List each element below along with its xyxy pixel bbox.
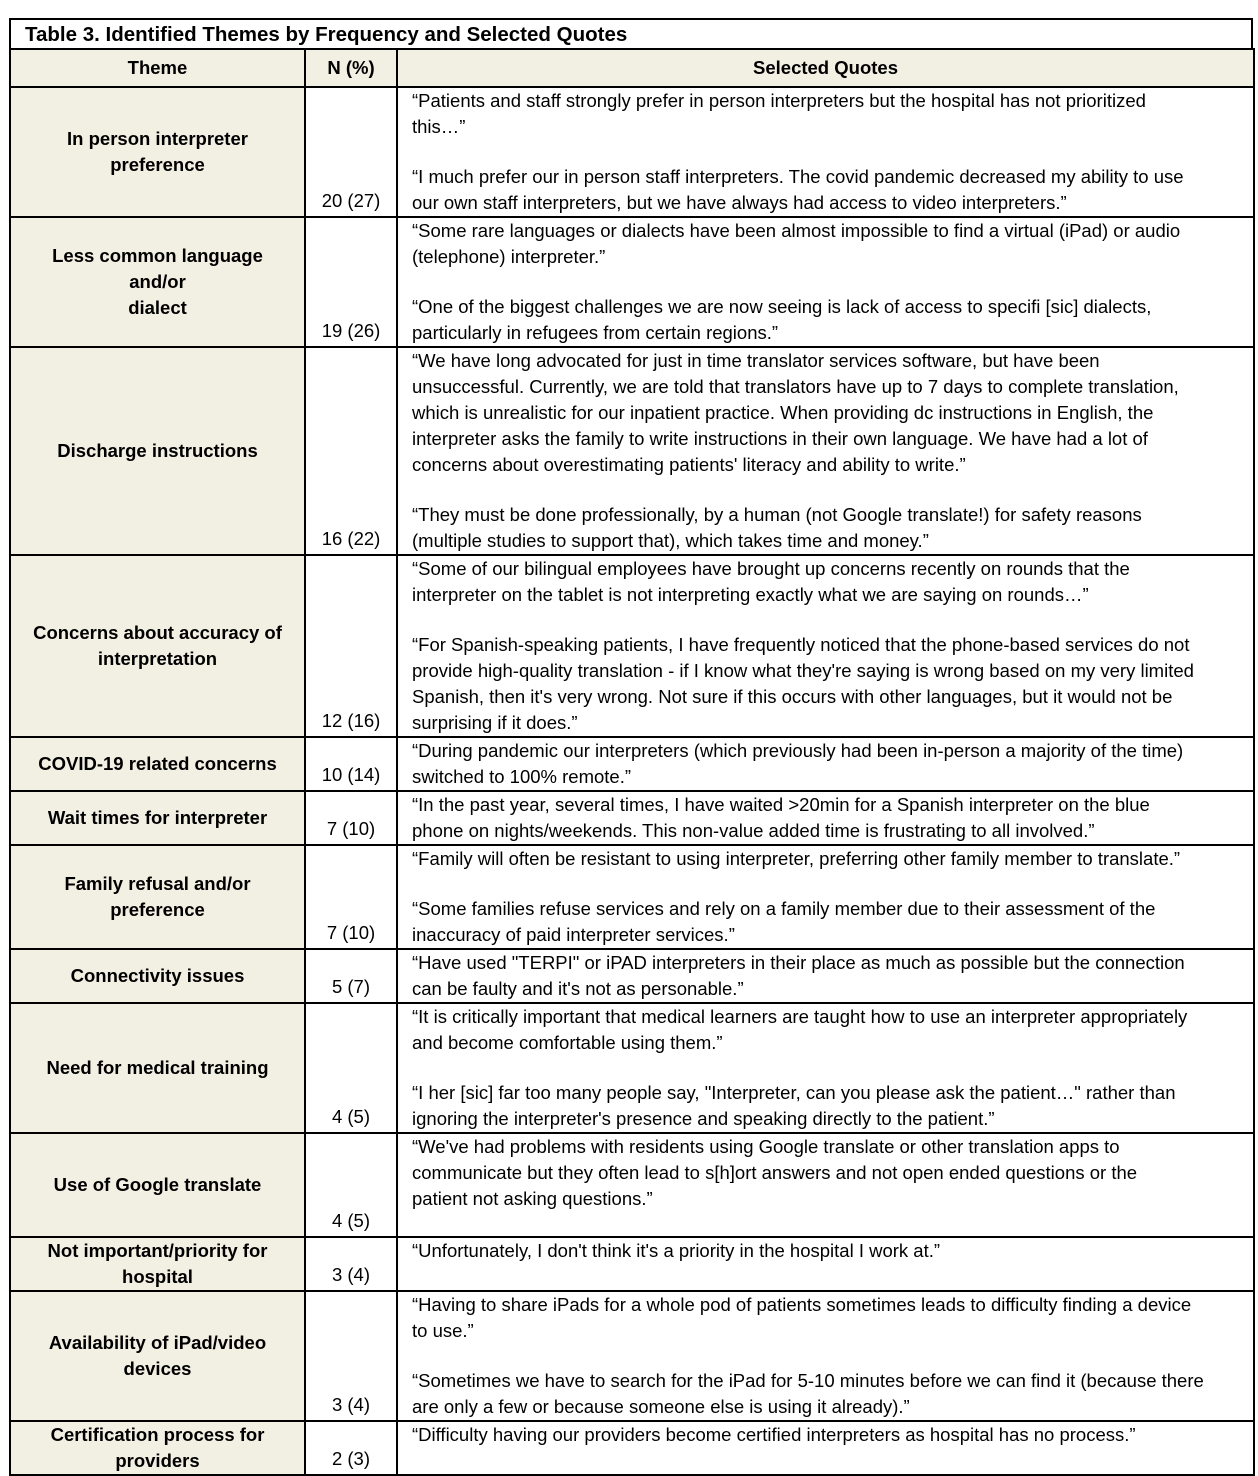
n-percent-cell: 4 (5) — [305, 1133, 397, 1237]
table-row — [10, 555, 1254, 737]
theme-cell — [10, 845, 305, 949]
quotes-cell — [397, 845, 1254, 949]
n-percent-cell: 20 (27) — [305, 87, 397, 217]
quote-line: are only a few or because someone else is using it already).” — [412, 1396, 910, 1417]
quote-line: switched to 100% remote.” — [412, 766, 632, 787]
quote-line: “Some of our bilingual employees have brought up concerns recently on rounds that the — [412, 558, 1130, 579]
theme-line: preference — [110, 154, 205, 175]
quotes-cell — [397, 347, 1254, 555]
n-percent-cell: 16 (22) — [305, 347, 397, 555]
table-row — [10, 1237, 1254, 1291]
quotes-cell — [397, 949, 1254, 1003]
header-selected-quotes: Selected Quotes — [397, 49, 1254, 87]
quote-line: “During pandemic our interpreters (which previously had been in-person a majority of the time) — [412, 740, 1184, 761]
header-n-percent: N (%) — [305, 49, 397, 87]
theme-line: COVID-19 related concerns — [38, 753, 277, 774]
theme-line: Family refusal and/or — [64, 873, 251, 894]
quotes-cell — [397, 1133, 1254, 1237]
theme-line: Not important/priority for — [47, 1240, 268, 1261]
quotes-cell — [397, 87, 1254, 217]
quote-line: “In the past year, several times, I have waited >20min for a Spanish interpreter on the blue — [412, 794, 1150, 815]
theme-line: devices — [123, 1358, 192, 1379]
quote-line: this…” — [412, 116, 466, 137]
theme-cell — [10, 949, 305, 1003]
quotes-cell — [397, 1291, 1254, 1421]
quote-line: ignoring the interpreter's presence and speaking directly to the patient.” — [412, 1108, 995, 1129]
quote-line: patient not asking questions.” — [412, 1188, 653, 1209]
quotes-cell — [397, 217, 1254, 347]
quote-line: “It is critically important that medical learners are taught how to use an interpreter appropriately — [412, 1006, 1188, 1027]
table-row — [10, 1003, 1254, 1133]
quote-line: “Having to share iPads for a whole pod of patients sometimes leads to difficulty finding a device — [412, 1294, 1192, 1315]
n-percent-cell: 12 (16) — [305, 555, 397, 737]
n-percent-cell: 7 (10) — [305, 791, 397, 845]
quote — [412, 1292, 1247, 1344]
quote-line: “Have used "TERPI" or iPAD interpreters in their place as much as possible but the connection — [412, 952, 1185, 973]
quote-line: surprising if it does.” — [412, 712, 578, 733]
theme-line: Use of Google translate — [53, 1174, 262, 1195]
quote — [412, 1238, 1247, 1264]
quote-line: “They must be done professionally, by a human (not Google translate!) for safety reasons — [412, 504, 1142, 525]
quote-line: “Unfortunately, I don't think it's a priority in the hospital I work at.” — [412, 1240, 941, 1261]
table-row — [10, 1133, 1254, 1237]
n-percent-cell: 3 (4) — [305, 1291, 397, 1421]
table-row — [10, 737, 1254, 791]
themes-table — [9, 48, 1255, 1476]
n-percent-cell: 10 (14) — [305, 737, 397, 791]
theme-line: Less common language and/or — [52, 245, 263, 292]
theme-cell — [10, 737, 305, 791]
quote-line: “Family will often be resistant to using interpreter, preferring other family member to translate.” — [412, 848, 1181, 869]
theme-line: Concerns about accuracy of — [33, 622, 282, 643]
quote — [412, 1004, 1247, 1056]
table-row — [10, 217, 1254, 347]
quote-line: and become comfortable using them.” — [412, 1032, 723, 1053]
quote-line: communicate but they often lead to s[h]ort answers and not open ended questions or the — [412, 1162, 1138, 1183]
theme-cell — [10, 791, 305, 845]
quote-line: (telephone) interpreter.” — [412, 246, 606, 267]
quote — [412, 738, 1247, 790]
quote-line: unsuccessful. Currently, we are told that translators have up to 7 days to complete translation, — [412, 376, 1179, 397]
theme-line: hospital — [122, 1266, 193, 1287]
n-percent-cell: 2 (3) — [305, 1421, 397, 1475]
quote-line: which is unrealistic for our inpatient practice. When providing dc instructions in English, the — [412, 402, 1154, 423]
quote-line: “I her [sic] far too many people say, "Interpreter, can you please ask the patient…" rather than — [412, 1082, 1176, 1103]
quote — [412, 502, 1247, 554]
quote — [412, 294, 1247, 346]
quotes-cell — [397, 555, 1254, 737]
quote — [412, 1080, 1247, 1132]
table-row — [10, 1421, 1254, 1475]
quote-line: phone on nights/weekends. This non-value added time is frustrating to all involved.” — [412, 820, 1095, 841]
quotes-cell — [397, 1003, 1254, 1133]
quote — [412, 218, 1247, 270]
theme-cell — [10, 1003, 305, 1133]
theme-line: providers — [115, 1450, 200, 1471]
n-percent-cell: 7 (10) — [305, 845, 397, 949]
table-row — [10, 87, 1254, 217]
table-row — [10, 347, 1254, 555]
theme-cell — [10, 1237, 305, 1291]
quote — [412, 896, 1247, 948]
quotes-cell — [397, 737, 1254, 791]
theme-cell — [10, 347, 305, 555]
quotes-cell — [397, 1237, 1254, 1291]
quote-line: “Sometimes we have to search for the iPad for 5-10 minutes before we can find it (because there — [412, 1370, 1204, 1391]
table-row — [10, 1291, 1254, 1421]
quote — [412, 1134, 1247, 1212]
quotes-cell — [397, 1421, 1254, 1475]
quote-line: can be faulty and it's not as personable.” — [412, 978, 744, 999]
quote — [412, 1422, 1247, 1448]
n-percent-cell: 3 (4) — [305, 1237, 397, 1291]
quote — [412, 950, 1247, 1002]
quote-line: “I much prefer our in person staff interpreters. The covid pandemic decreased my ability to use — [412, 166, 1184, 187]
table-body — [10, 87, 1254, 1475]
theme-line: In person interpreter — [67, 128, 248, 149]
quote-line: our own staff interpreters, but we have always had access to video interpreters.” — [412, 192, 1067, 213]
theme-line: Discharge instructions — [57, 440, 258, 461]
table-row — [10, 845, 1254, 949]
header-theme: Theme — [10, 49, 305, 87]
quote — [412, 632, 1247, 736]
quote-line: interpreter asks the family to write instructions in their own language. We have had a lot of — [412, 428, 1148, 449]
quotes-cell — [397, 791, 1254, 845]
theme-cell — [10, 1421, 305, 1475]
quote-line: particularly in refugees from certain regions.” — [412, 322, 779, 343]
document — [9, 18, 1253, 1476]
theme-line: Connectivity issues — [70, 965, 245, 986]
theme-line: interpretation — [97, 648, 218, 669]
quote-line: “For Spanish-speaking patients, I have frequently noticed that the phone-based services do not — [412, 634, 1190, 655]
quote — [412, 348, 1247, 478]
quote — [412, 88, 1247, 140]
header-row — [10, 49, 1254, 87]
n-percent-cell: 19 (26) — [305, 217, 397, 347]
quote-line: inaccuracy of paid interpreter services.” — [412, 924, 735, 945]
theme-line: preference — [110, 899, 205, 920]
theme-line: Certification process for — [50, 1424, 265, 1445]
quote — [412, 556, 1247, 608]
quote-line: “Some rare languages or dialects have been almost impossible to find a virtual (iPad) or audio — [412, 220, 1181, 241]
table-caption: Table 3. Identified Themes by Frequency and Selected Quotes — [9, 18, 1253, 48]
theme-cell — [10, 217, 305, 347]
n-percent-cell: 5 (7) — [305, 949, 397, 1003]
theme-cell — [10, 1133, 305, 1237]
quote-line: “Some families refuse services and rely on a family member due to their assessment of the — [412, 898, 1156, 919]
quote-line: concerns about overestimating patients' literacy and ability to write.” — [412, 454, 966, 475]
quote-line: (multiple studies to support that), which takes time and money.” — [412, 530, 929, 551]
quote — [412, 1368, 1247, 1420]
quote-line: “We've had problems with residents using Google translate or other translation apps to — [412, 1136, 1120, 1157]
quote-line: “One of the biggest challenges we are now seeing is lack of access to specifi [sic] dialects, — [412, 296, 1152, 317]
quote-line: Spanish, then it's very wrong. Not sure if this occurs with other languages, but it would not be — [412, 686, 1173, 707]
quote — [412, 846, 1247, 872]
quote-line: “Difficulty having our providers become certified interpreters as hospital has no process.” — [412, 1424, 1136, 1445]
table-row — [10, 791, 1254, 845]
quote-line: “We have long advocated for just in time translator services software, but have been — [412, 350, 1100, 371]
n-percent-cell: 4 (5) — [305, 1003, 397, 1133]
quote-line: to use.” — [412, 1320, 474, 1341]
quote — [412, 164, 1247, 216]
theme-line: Need for medical training — [46, 1057, 269, 1078]
theme-cell — [10, 555, 305, 737]
table-row — [10, 949, 1254, 1003]
quote-line: provide high-quality translation - if I know what they're saying is wrong based on my very limited — [412, 660, 1194, 681]
theme-cell — [10, 87, 305, 217]
theme-line: Availability of iPad/video — [48, 1332, 267, 1353]
quote-line: interpreter on the tablet is not interpreting exactly what we are saying on rounds…” — [412, 584, 1089, 605]
theme-line: Wait times for interpreter — [47, 807, 268, 828]
quote — [412, 792, 1247, 844]
theme-line: dialect — [128, 297, 187, 318]
theme-cell — [10, 1291, 305, 1421]
quote-line: “Patients and staff strongly prefer in person interpreters but the hospital has not prioritized — [412, 90, 1146, 111]
